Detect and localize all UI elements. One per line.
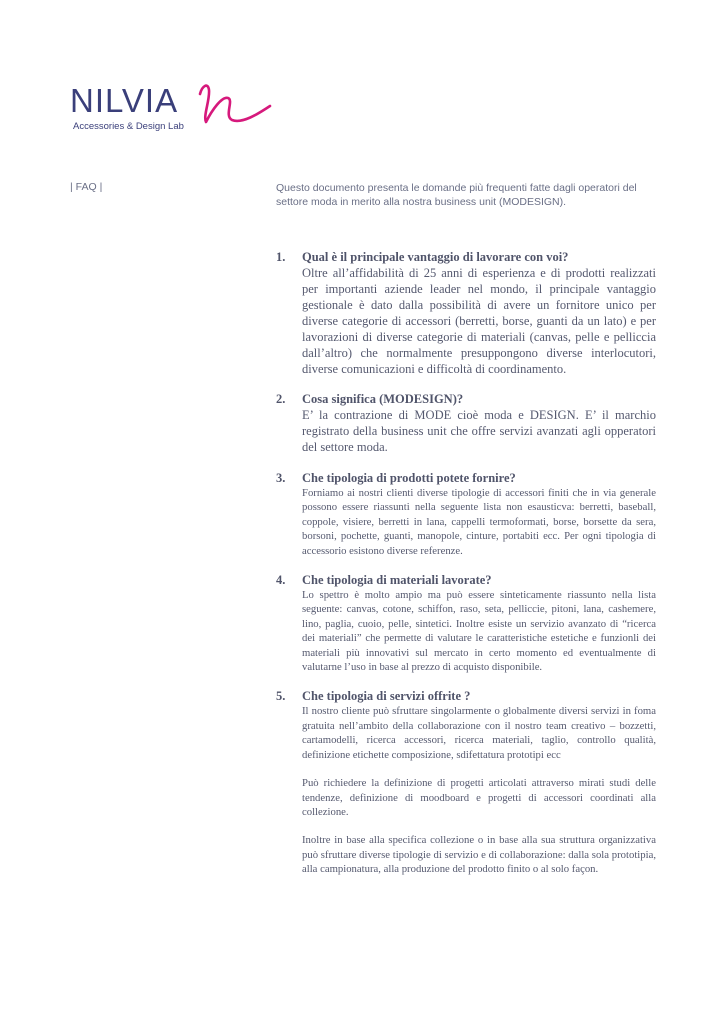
faq-item	[276, 688, 656, 876]
faq-answer	[302, 265, 656, 377]
faq-number: 5.	[276, 689, 286, 704]
faq-answer-paragraph: Può richiedere la definizione di progetti articolati attraverso mirati studi delle tendenze, definizione di moodboard e progetti di accessori coordinati alla collezione.	[302, 777, 656, 818]
faq-number: 2.	[276, 392, 286, 406]
faq-question: Qual è il principale vantaggio di lavorare con voi?	[302, 250, 569, 264]
faq-answer-paragraph: Oltre all’affidabilità di 25 anni di esperienza e di prodotti realizzati per importanti aziende leader nel mondo, il principale vantaggio gestionale è dato dalla possibilità di avere un fornitore unico per diverse categorie di accessori (berretti, borse, guanti da un lato) e per lavorazioni di diverse categorie di materiali (canvas, pelle e pelliccia dall’altro) che normalmente presuppongono diverse interlocutori, diverse comunicazioni e difficoltà di coordinamento.	[302, 266, 656, 376]
faq-question: Cosa significa (MODESIGN)?	[302, 392, 464, 406]
faq-answer-paragraph: Forniamo ai nostri clienti diverse tipologie di accessori finiti che in via generale possono essere riassunti nella seguente lista non esausticva: berretti, baseball, coppole, visiere, berretti in lana, cappelli termoformati, borse, borsette da sera, borsoni, pochette, guanti, manopole, cinture, portabiti ecc. Per ogni tipologia di accessorio esistono diverse referenze.	[302, 487, 656, 557]
intro-text: Questo documento presenta le domande più frequenti fatte dagli operatori del settore moda in merito alla nostra business unit (MODESIGN).	[276, 182, 637, 208]
faq-item	[276, 391, 656, 455]
faq-answer-paragraph: Inoltre in base alla specifica collezione o in base alla sua struttura organizzativa può sfruttare diverse tipologie di servizio e di collaborazione: dalla sola prototipia, alla campionatura, alla produzione del prodotto finito o al solo façon.	[302, 834, 656, 876]
logo-tagline: Accessories & Design Lab	[73, 121, 184, 132]
nilvia-logo	[70, 84, 280, 140]
faq-question: Che tipologia di materiali lavorate?	[302, 573, 492, 588]
faq-item	[276, 470, 656, 558]
faq-item	[276, 249, 656, 377]
faq-question: Che tipologia di servizi offrite ?	[302, 689, 471, 704]
faq-answer-paragraph: E’ la contrazione di MODE cioè moda e DESIGN. E’ il marchio registrato della business unit che offre servizi avanzati agli opperatori del settore moda.	[302, 408, 656, 454]
faq-list	[276, 249, 656, 877]
faq-number: 3.	[276, 471, 286, 485]
faq-answer-paragraph: Lo spettro è molto ampio ma può essere sinteticamente riassunto nella lista seguente: canvas, cotone, schiffon, raso, seta, pelliccie, pitoni, lana, cashemere, lino, paglia, cuoio, pelle, sintetici. Inoltre esiste un servizio avanzato di “ricerca dei materiali” che permette di valutare le caratteristiche estetiche e funzionli dei materiali più innovativi sul mercato in certo momento ed eventualmente di valutarne l’uso in base al prezzo di acquisto disponibile.	[302, 589, 656, 674]
faq-answer	[302, 704, 656, 876]
faq-item	[276, 572, 656, 674]
faq-answer-paragraph: Il nostro cliente può sfruttare singolarmente o globalmente diversi servizi in foma gratuita nell’ambito della collaborazione con il nostro team creativo – bozzetti, cartamodelli, ricerca accessori, ricerca materiali, taglio, controllo qualità, definizione etichette composizione, sdifettatura prototipi ecc	[302, 705, 656, 761]
faq-answer	[302, 486, 656, 558]
faq-number: 4.	[276, 573, 286, 588]
logo-wordmark: NILVIA	[70, 82, 179, 119]
faq-answer	[302, 407, 656, 455]
logo-swash-icon	[194, 76, 274, 128]
faq-number: 1.	[276, 250, 286, 264]
section-label: | FAQ |	[70, 181, 103, 193]
faq-answer	[302, 588, 656, 674]
faq-question: Che tipologia di prodotti potete fornire?	[302, 471, 516, 485]
